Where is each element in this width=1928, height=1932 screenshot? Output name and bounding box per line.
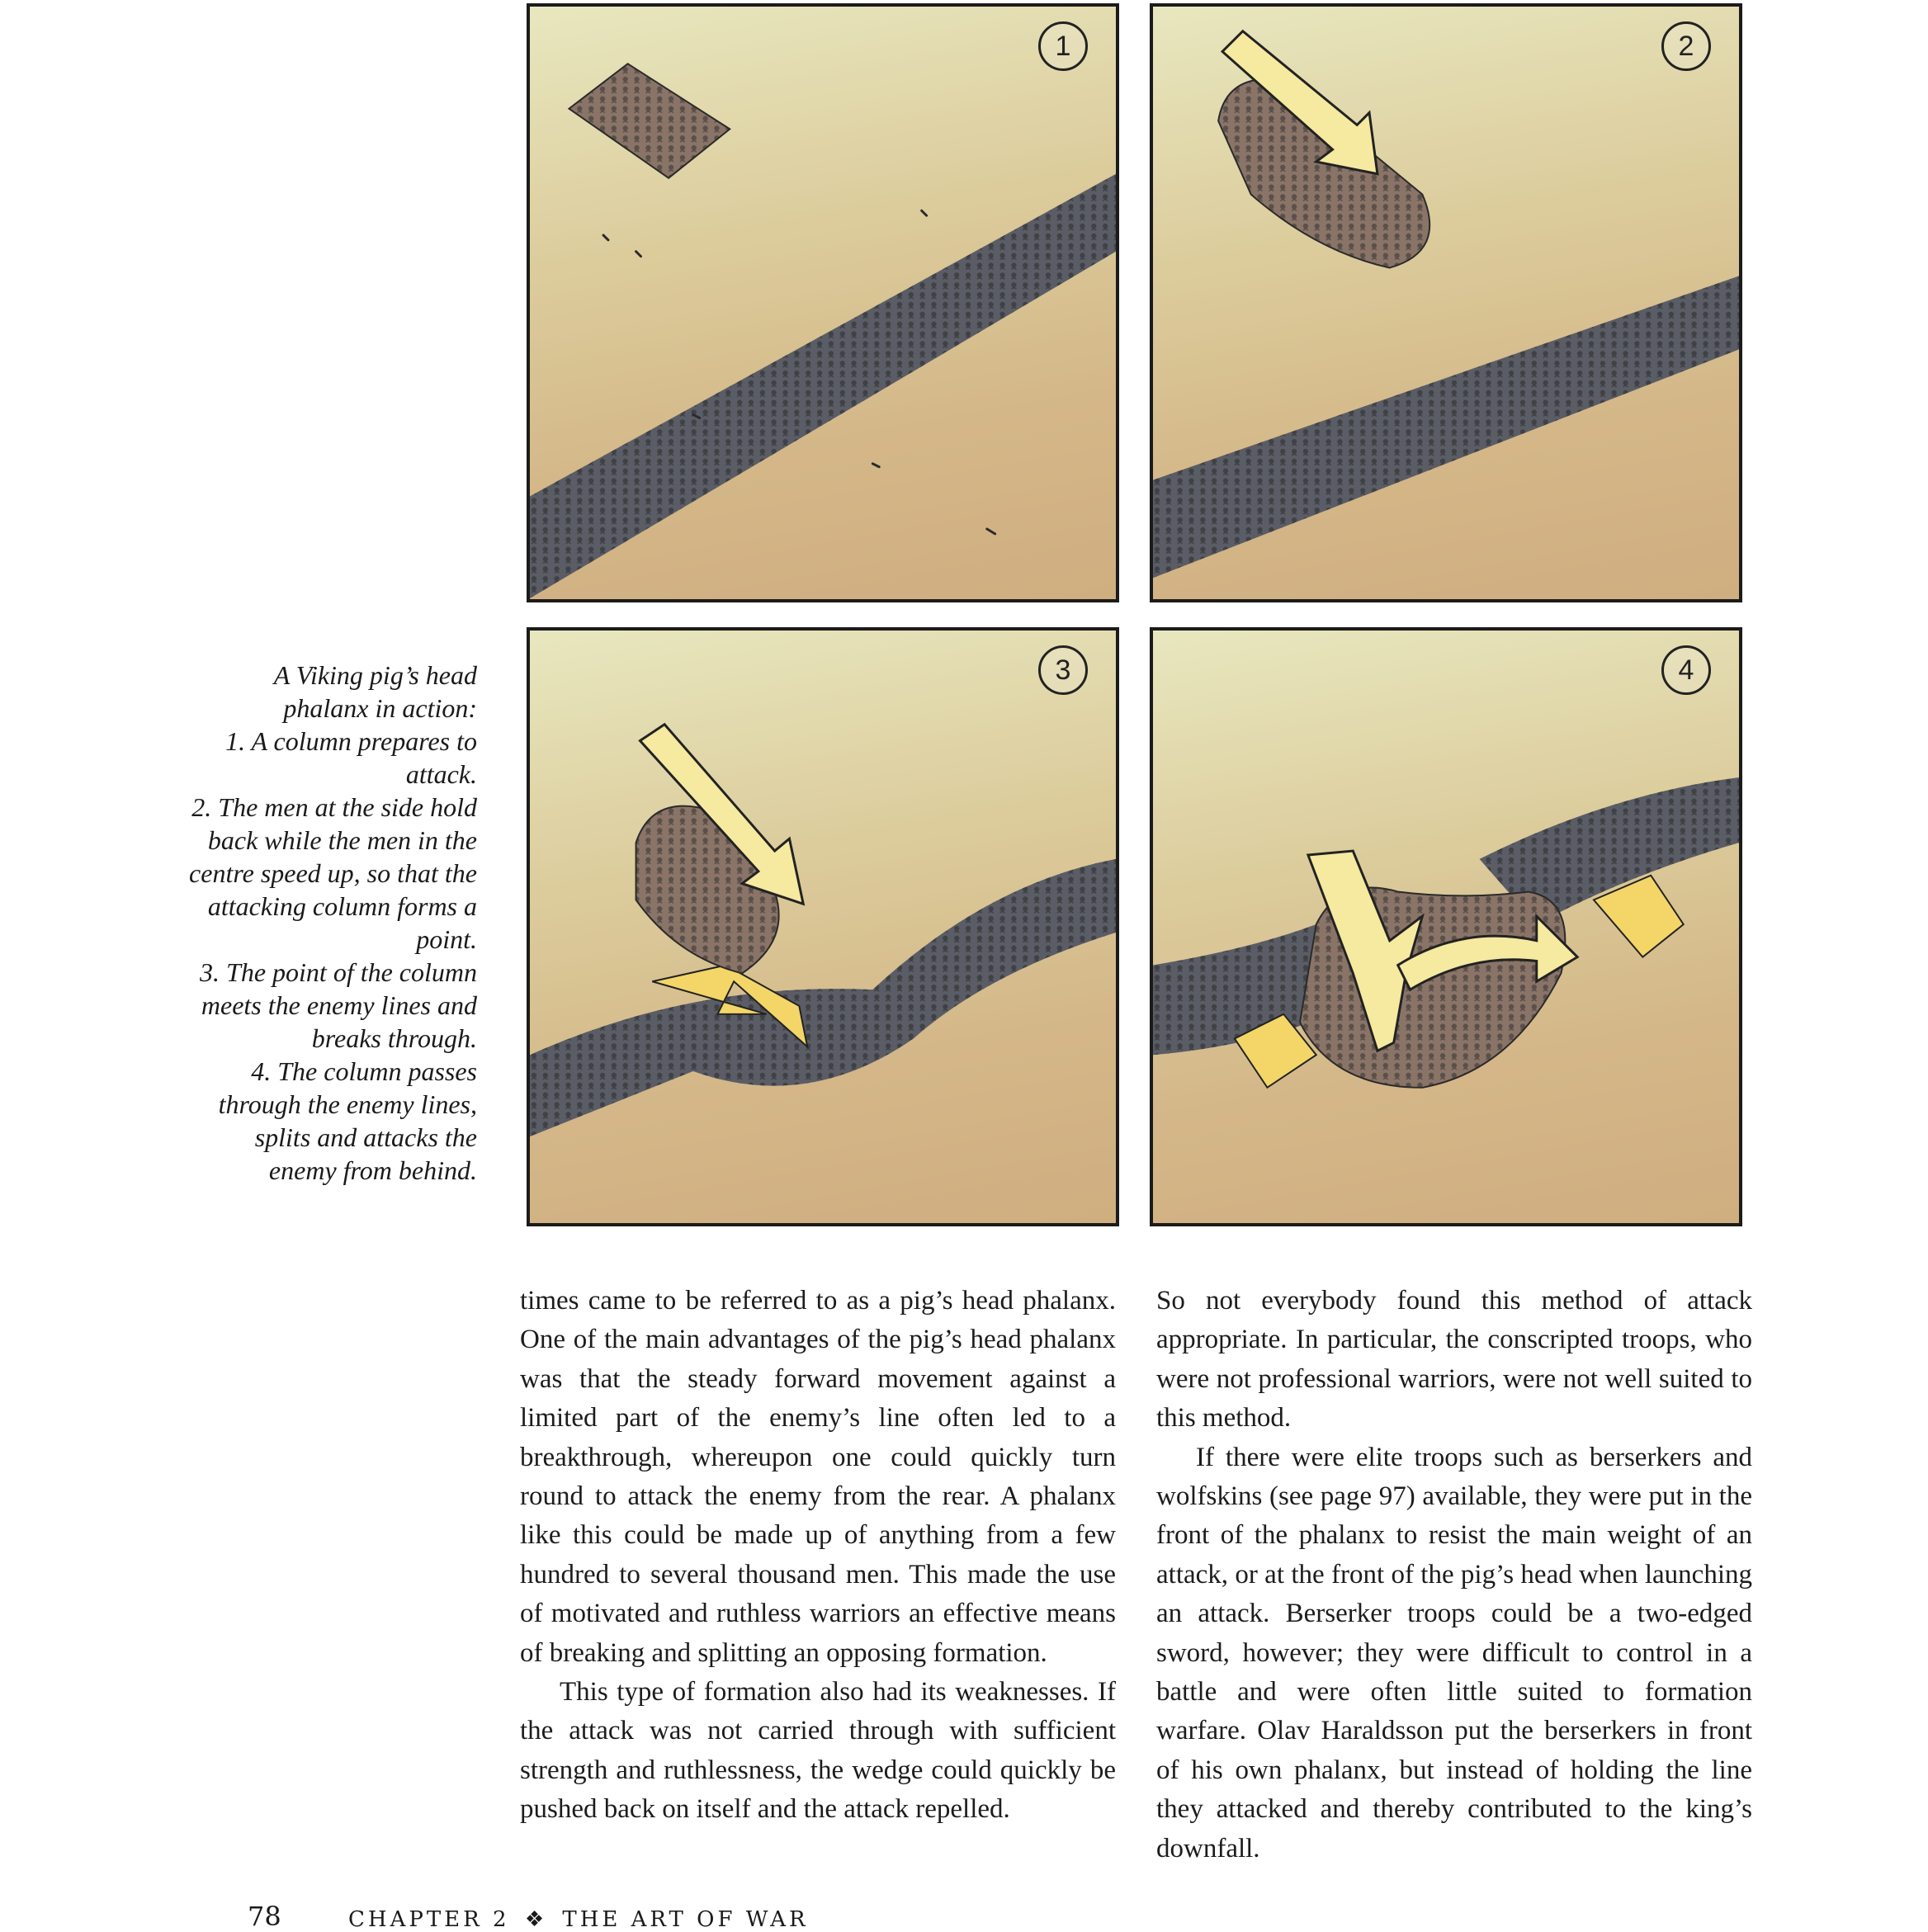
- panel-number-3: 3: [1038, 645, 1088, 695]
- page-number: 78: [248, 1901, 281, 1932]
- figure-caption: [149, 659, 477, 1187]
- caption-line: 2. The men at the side hold: [191, 792, 477, 822]
- body-paragraph: So not everybody found this method of attack appropriate. In particular, the conscripted troops, who were not professional warriors, were not well suited to this method.: [1156, 1286, 1752, 1434]
- body-paragraph: times came to be referred to as a pig’s head phalanx. One of the main advantages of the pig’s head phalanx was that the steady forward movement against a limited part of the enemy’s line often led to a breakthrough, whereupon one could quickly turn round to attack the enemy from the rear. A phalanx like this could be made up of anything from a few hundred to several thousand men. This made the use of motivated and ruthless warriors an effective means of breaking and splitting an opposing formation.: [520, 1286, 1116, 1668]
- comic-panel-3: [527, 627, 1119, 1226]
- body-column-right: [1156, 1282, 1752, 1868]
- caption-line: back while the men in the: [207, 825, 477, 855]
- panel-number-2: 2: [1661, 21, 1711, 71]
- caption-line: 4. The column passes: [251, 1056, 477, 1086]
- caption-line: phalanx in action:: [283, 693, 477, 723]
- caption-line: 3. The point of the column: [200, 957, 477, 987]
- caption-line: through the enemy lines,: [218, 1089, 477, 1119]
- caption-line: enemy from behind.: [268, 1155, 477, 1185]
- chapter-label: CHAPTER 2: [348, 1907, 510, 1932]
- knot-ornament-icon: ❖: [524, 1907, 548, 1932]
- body-paragraph: This type of formation also had its weaknesses. If the attack was not carried through with sufficient strength and ruthlessness, the wedge could quickly be pushed back on itself and the attack repelled.: [520, 1677, 1116, 1825]
- body-paragraph: If there were elite troops such as berserkers and wolfskins (see page 97) available, they were put in the front of the phalanx to resist the main weight of an attack, or at the front of the pig’s head when launching an attack. Berserker troops could be a two-edged sword, however; they were difficult to control in a battle and were often little suited to formation warfare. Olav Haraldsson put the berserkers in front of his own phalanx, but instead of holding the line they attacked and thereby contributed to the king’s downfall.: [1156, 1442, 1752, 1864]
- caption-line: A Viking pig’s head: [273, 660, 477, 690]
- panel-number-4: 4: [1661, 645, 1711, 695]
- running-footer: [348, 1907, 809, 1932]
- panel-number-1: 1: [1038, 21, 1088, 71]
- caption-line: centre speed up, so that the: [189, 858, 477, 888]
- caption-line: splits and attacks the: [254, 1122, 477, 1152]
- panel-2-illustration: [1153, 7, 1739, 599]
- panel-1-illustration: [530, 7, 1116, 599]
- comic-panel-4: [1150, 627, 1742, 1226]
- panel-3-illustration: [530, 631, 1116, 1223]
- caption-line: attacking column forms a: [207, 891, 477, 921]
- chapter-title: THE ART OF WAR: [562, 1907, 809, 1932]
- caption-line: meets the enemy lines and: [201, 990, 477, 1020]
- comic-panel-2: [1150, 3, 1742, 602]
- body-column-left: [520, 1282, 1116, 1830]
- comic-panel-1: [527, 3, 1119, 602]
- caption-line: attack.: [405, 759, 477, 789]
- panel-4-illustration: [1153, 631, 1739, 1223]
- caption-line: breaks through.: [311, 1023, 477, 1053]
- caption-line: point.: [416, 924, 477, 954]
- caption-line: 1. A column prepares to: [225, 726, 477, 756]
